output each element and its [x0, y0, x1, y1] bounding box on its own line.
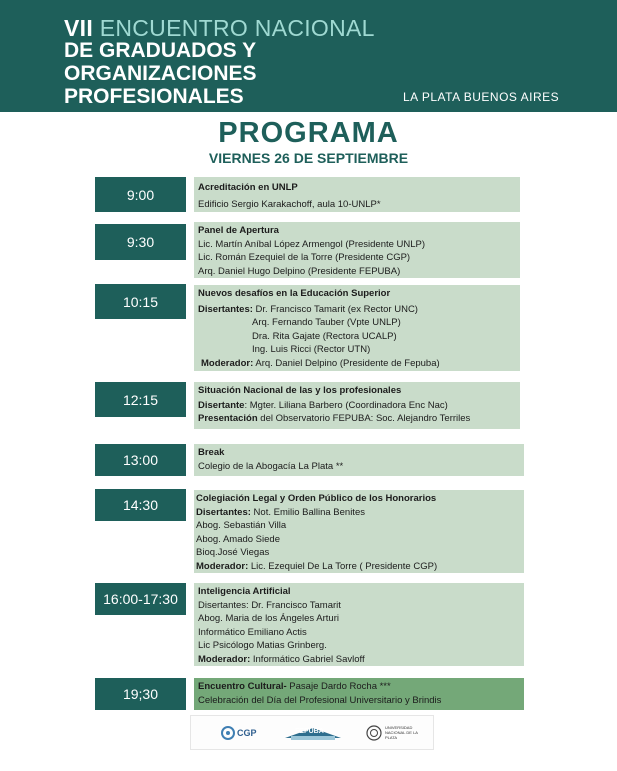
speaker-label: Disertante — [198, 399, 245, 411]
session-block — [194, 583, 524, 666]
time-slot: 9:00 — [95, 177, 186, 212]
header-banner — [0, 0, 617, 112]
session-line: Not. Emilio Ballina Benites — [250, 506, 365, 518]
session-line: Lic Psicólogo Matias Grinberg. — [198, 640, 327, 651]
speakers-label: Disertantes: — [196, 506, 251, 518]
session-title-rest: Pasaje Dardo Rocha *** — [286, 681, 391, 692]
moderator-label: Moderador: — [201, 357, 254, 369]
session-title: Encuentro Cultural- — [198, 681, 287, 692]
session-line: Ing. Luis Ricci (Rector UTN) — [252, 344, 371, 355]
session-line: Arq. Daniel Delpino (Presidente de Fepuba) — [253, 357, 440, 369]
session-line: Informático Gabriel Savloff — [250, 653, 365, 665]
session-line: Informático Emiliano Actis — [198, 626, 307, 638]
session-block — [194, 444, 524, 476]
moderator-label: Moderador: — [198, 653, 251, 665]
time-slot: 10:15 — [95, 284, 186, 319]
session-block — [194, 177, 520, 212]
session-line: Dr. Francisco Tamarit (ex Rector UNC) — [252, 303, 418, 315]
session-title: Acreditación en UNLP — [198, 182, 298, 193]
time-slot: 16:00-17:30 — [95, 583, 186, 615]
session-line: Abog. Maria de los Ángeles Arturi — [198, 613, 339, 624]
session-line: Lic. Martín Aníbal López Armengol (Presidente UNLP) — [198, 238, 426, 250]
header-line-1: VII ENCUENTRO NACIONAL — [64, 15, 375, 41]
page-subtitle: VIERNES 26 DE SEPTIEMBRE — [208, 150, 409, 166]
session-title: Situación Nacional de las y los profesionales — [198, 385, 402, 396]
session-line: Celebración del Día del Profesional Universitario y Brindis — [198, 694, 442, 706]
session-block — [194, 285, 520, 371]
moderator-label: Moderador: — [196, 560, 249, 572]
sponsor-logos — [190, 715, 434, 750]
session-line: Arq. Fernando Tauber (Vpte UNLP) — [252, 317, 401, 328]
unlp-logo: UNIVERSIDAD NACIONAL DE LA PLATA — [366, 716, 421, 749]
location: LA PLATA BUENOS AIRES — [403, 90, 560, 104]
time-slot: 9:30 — [95, 224, 186, 260]
time-slot: 14:30 — [95, 489, 186, 521]
session-line: del Observatorio FEPUBA: Soc. Alejandro Terriles — [257, 413, 471, 424]
session-title: Panel de Apertura — [198, 225, 279, 236]
header-line-3: ORGANIZACIONES — [64, 62, 257, 85]
session-title: Colegiación Legal y Orden Público de los Honorarios — [196, 493, 437, 504]
session-block — [194, 382, 520, 429]
session-line: : Mgter. Liliana Barbero (Coordinadora Enc Nac) — [244, 399, 448, 411]
time-slot: 13:00 — [95, 444, 186, 476]
session-line: Lic. Ezequiel De La Torre ( Presidente CGP) — [248, 560, 438, 572]
session-title: Inteligencia Artificial — [198, 586, 291, 597]
presentation-label: Presentación — [198, 413, 258, 424]
session-block — [194, 678, 524, 710]
session-line: Colegio de la Abogacía La Plata ** — [198, 460, 344, 472]
session-block — [194, 490, 524, 573]
session-line: Abog. Amado Siede — [196, 533, 280, 545]
speakers-label: Disertantes: — [198, 303, 253, 315]
fepuba-logo: FEPUBA — [283, 716, 343, 749]
session-line: Bioq.José Viegas — [196, 547, 270, 558]
header-line-4: PROFESIONALES — [64, 85, 244, 108]
header-line-2: DE GRADUADOS Y — [64, 39, 257, 62]
session-title: Break — [198, 447, 225, 458]
time-slot: 19;30 — [95, 678, 186, 710]
session-title: Nuevos desafíos en la Educación Superior — [198, 288, 391, 299]
session-block — [194, 222, 520, 278]
unlp-seal-icon — [366, 725, 382, 741]
session-line: Lic. Román Ezequiel de la Torre (Presidente CGP) — [198, 252, 411, 263]
session-line: Disertantes: Dr. Francisco Tamarit — [198, 599, 341, 611]
session-line: Abog. Sebastián Villa — [196, 520, 287, 531]
time-slot: 12:15 — [95, 382, 186, 417]
session-line: Arq. Daniel Hugo Delpino (Presidente FEPUBA) — [198, 265, 401, 277]
cgp-emblem-icon — [221, 726, 235, 740]
session-line: Edificio Sergio Karakachoff, aula 10-UNLP* — [198, 198, 381, 210]
cgp-logo: CGP — [221, 716, 257, 749]
page-title: PROGRAMA — [218, 117, 399, 149]
session-line: Dra. Rita Gajate (Rectora UCALP) — [252, 330, 397, 342]
